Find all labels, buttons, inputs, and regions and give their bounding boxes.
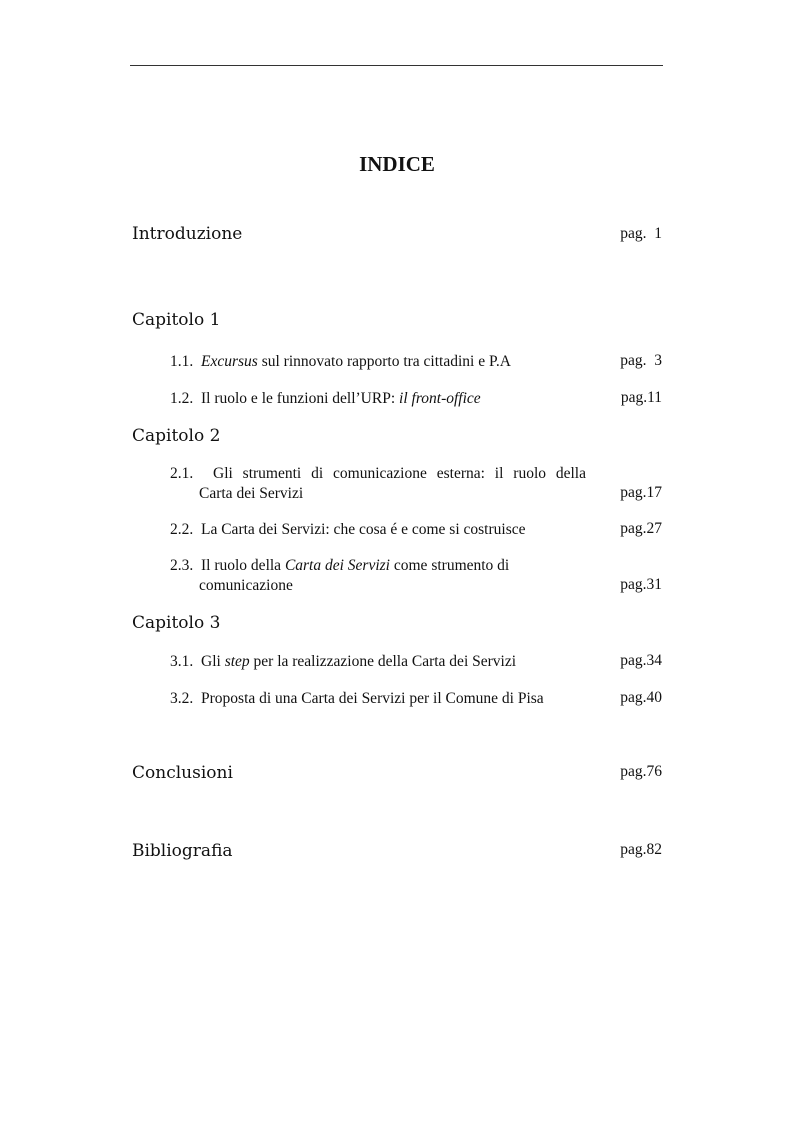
toc-page-2-1: pag.17 [620, 484, 662, 501]
toc-chapter-2: Capitolo 2 [132, 426, 221, 446]
section-text-pre: Gli [201, 653, 225, 670]
toc-page-2-2: pag.27 [620, 520, 662, 537]
section-number: 2.1. [170, 465, 194, 482]
toc-section-1-1 [170, 352, 586, 372]
toc-page-bibliografia: pag.82 [620, 841, 662, 858]
section-text-line1: Gli strumenti di comunicazione esterna: il ruolo della [213, 465, 586, 482]
section-number: 2.3. [170, 557, 194, 574]
section-number: 3.2. [170, 690, 194, 707]
toc-page-1-2: pag.11 [620, 389, 662, 406]
section-italic: Excursus [201, 353, 258, 370]
section-text-post: come strumento di [390, 557, 510, 574]
toc-chapter-1: Capitolo 1 [132, 310, 221, 330]
section-text-post: per la realizzazione della Carta dei Servizi [249, 653, 517, 670]
section-number: 2.2. [170, 521, 194, 538]
toc-page-conclusioni: pag.76 [620, 763, 662, 780]
section-italic: il front-office [399, 390, 481, 407]
toc-entry-conclusioni: Conclusioni [132, 763, 233, 783]
section-text-pre: Il ruolo della [201, 557, 285, 574]
toc-section-2-1 [170, 464, 586, 504]
section-text-line2: Carta dei Servizi [199, 485, 304, 502]
section-text: La Carta dei Servizi: che cosa é e come si costruisce [201, 521, 526, 538]
header-rule [130, 65, 663, 66]
toc-section-2-2 [170, 520, 586, 540]
section-number: 1.1. [170, 353, 194, 370]
toc-section-3-2 [170, 689, 586, 709]
section-text-line2: comunicazione [199, 577, 293, 594]
toc-page-3-2: pag.40 [620, 689, 662, 706]
toc-entry-bibliografia: Bibliografia [132, 841, 233, 861]
section-text: Proposta di una Carta dei Servizi per il Comune di Pisa [201, 690, 544, 707]
section-italic: step [224, 653, 250, 670]
toc-page-introduzione: pag. 1 [620, 225, 662, 242]
toc-section-2-3 [170, 556, 586, 596]
section-text: Il ruolo e le funzioni dell’URP: [201, 390, 400, 407]
toc-chapter-3: Capitolo 3 [132, 613, 221, 633]
section-number: 3.1. [170, 653, 194, 670]
page-title: INDICE [359, 152, 435, 176]
section-number: 1.2. [170, 390, 194, 407]
toc-section-3-1 [170, 652, 586, 672]
toc-page-2-3: pag.31 [620, 576, 662, 593]
section-text: sul rinnovato rapporto tra cittadini e P.A [257, 353, 511, 370]
section-italic: Carta dei Servizi [284, 557, 390, 574]
toc-page-3-1: pag.34 [620, 652, 662, 669]
toc-section-1-2 [170, 389, 586, 409]
toc-page-1-1: pag. 3 [620, 352, 662, 369]
toc-entry-introduzione: Introduzione [132, 224, 243, 244]
